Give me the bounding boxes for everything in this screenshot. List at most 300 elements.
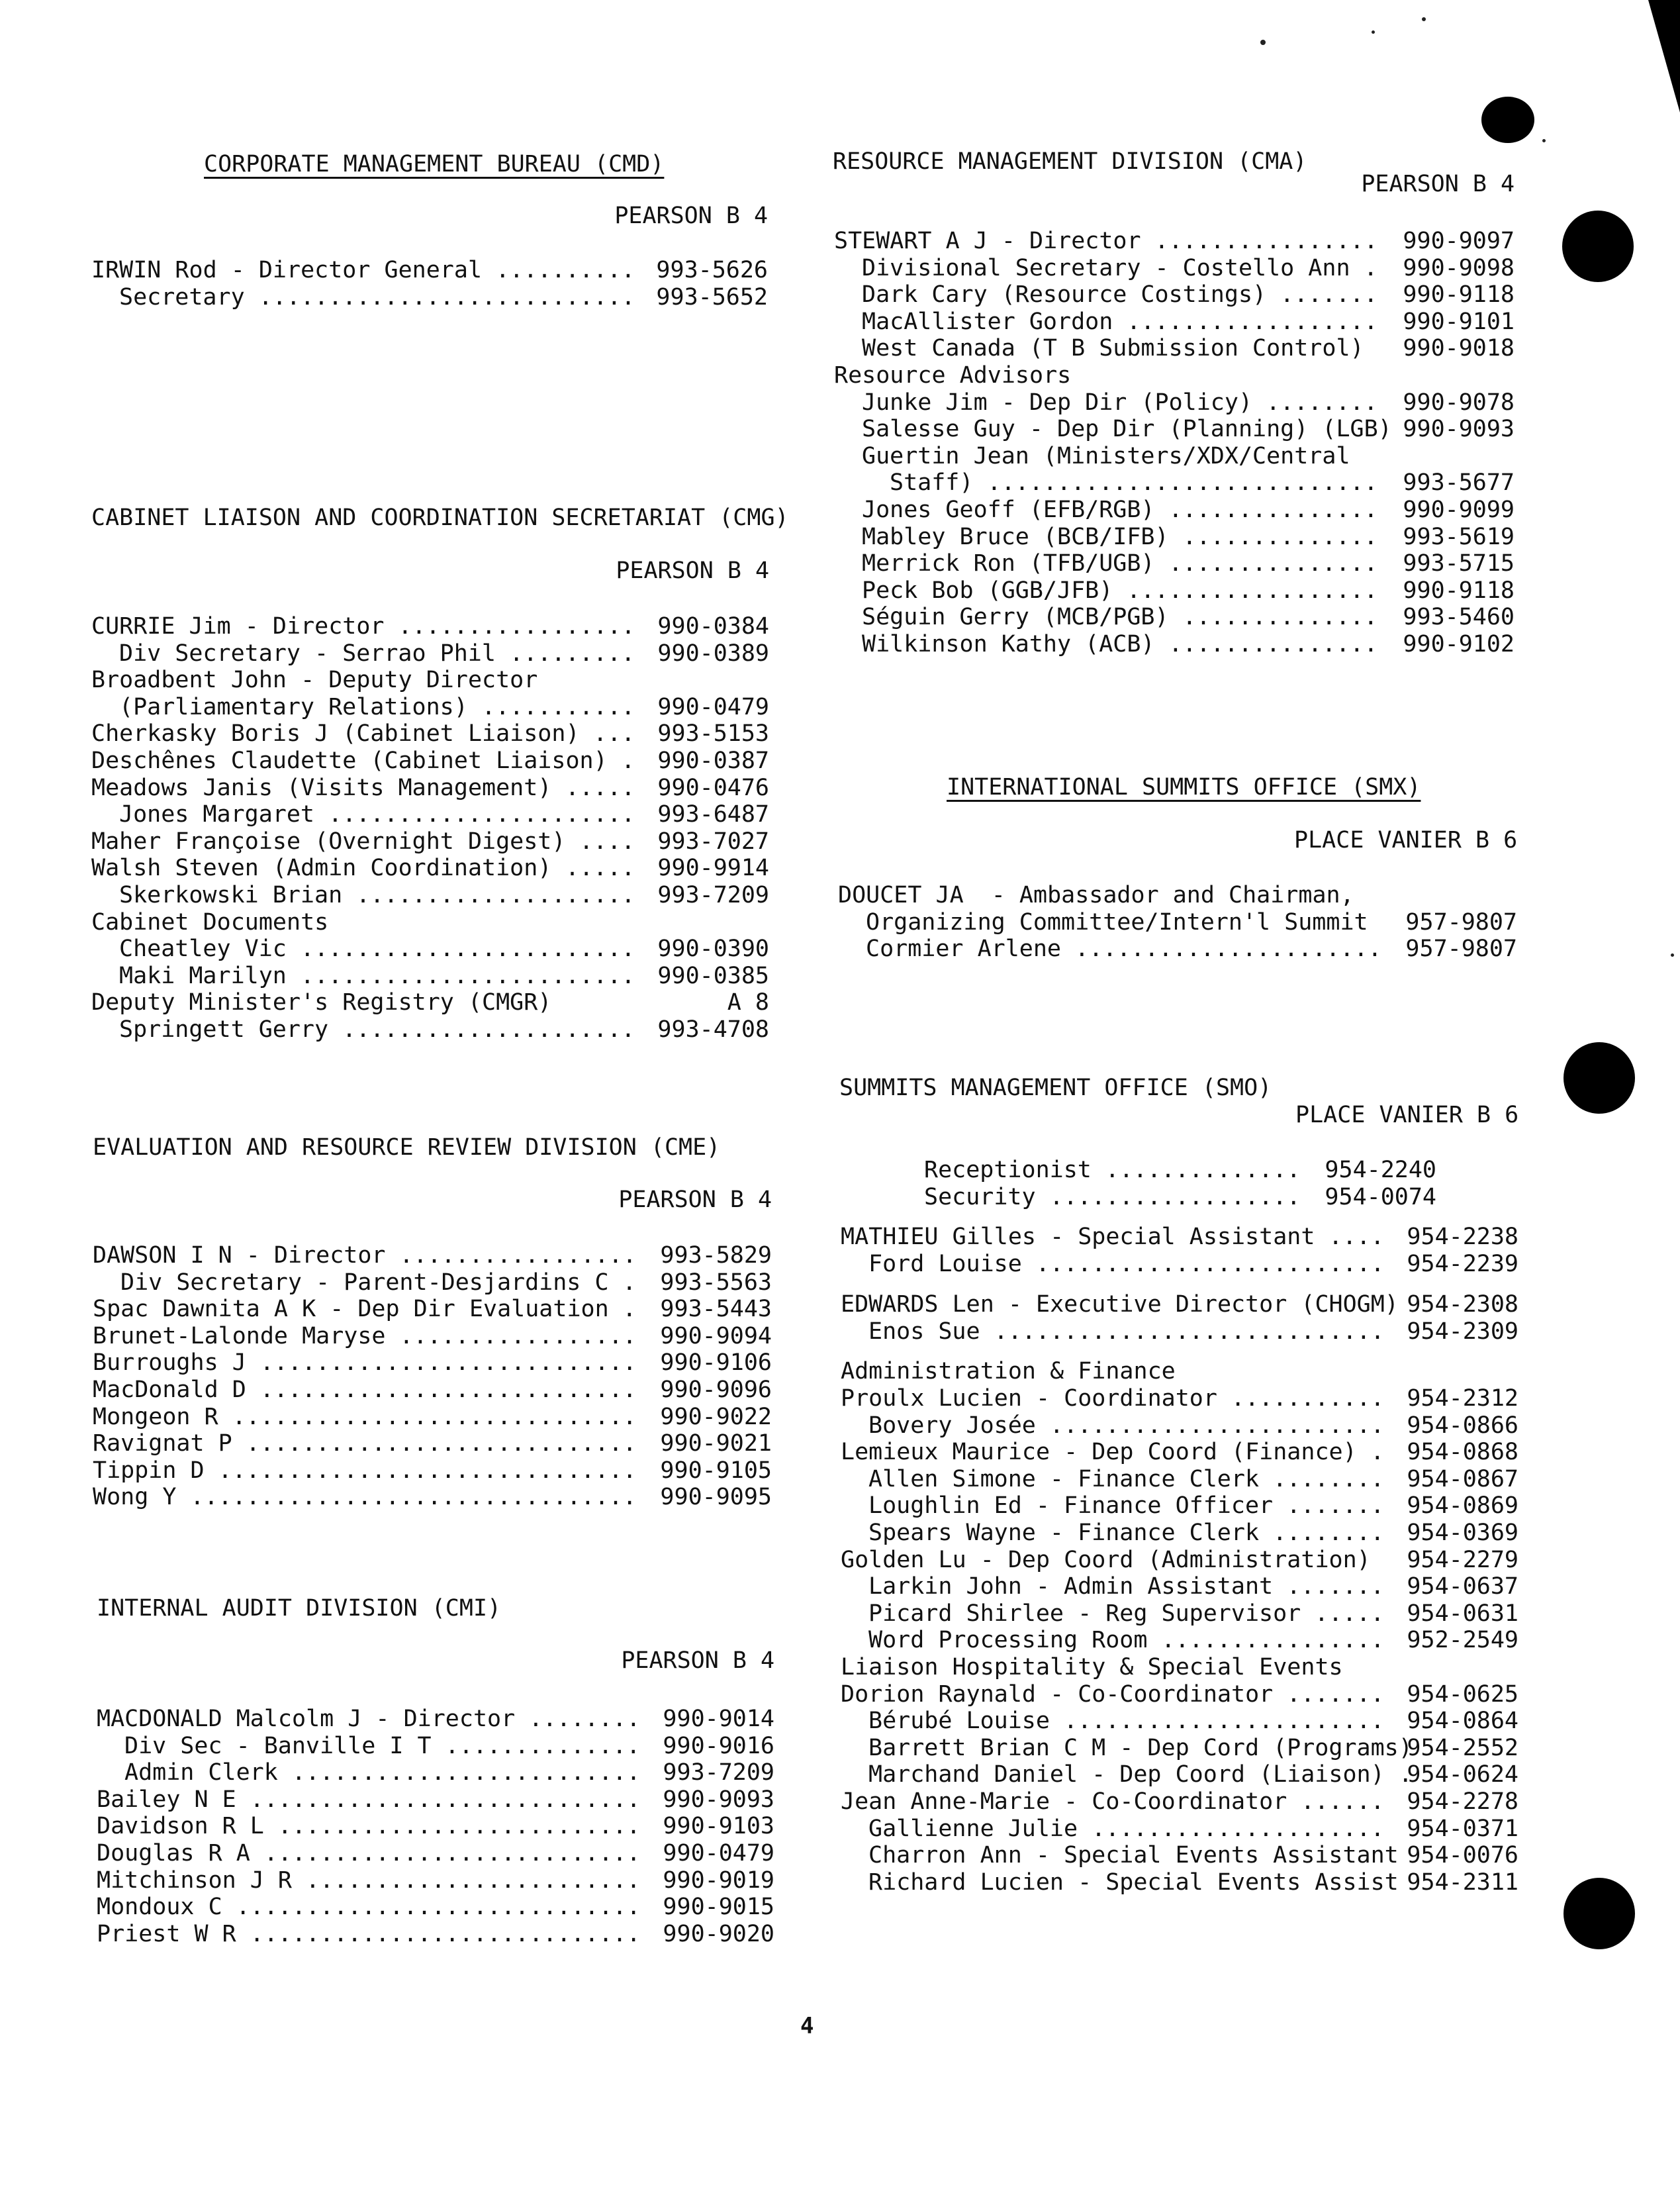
entry-name: Jones Geoff (EFB/RGB) xyxy=(862,497,1155,523)
directory-entry xyxy=(834,362,1515,389)
entry-phone: 954-0631 xyxy=(1407,1600,1518,1627)
entry-phone: 990-9098 xyxy=(1403,255,1515,281)
directory-entry xyxy=(862,335,1515,362)
dot-leader: . xyxy=(1364,255,1378,281)
entry-phone: 990-9078 xyxy=(1403,389,1515,416)
directory-entry xyxy=(119,963,769,989)
entry-name: West Canada (T B Submission Control) xyxy=(862,335,1364,362)
entry-name: Secretary xyxy=(119,284,245,311)
entry-name: Barrett Brian C M - Dep Cord (Programs) xyxy=(868,1735,1413,1761)
dot-leader: ...................... xyxy=(328,801,635,828)
directory-entry xyxy=(862,255,1515,281)
entry-phone: 990-9096 xyxy=(660,1377,772,1403)
dot-leader: ........................ xyxy=(300,936,635,962)
directory-entry xyxy=(862,416,1515,442)
section-location: PEARSON B 4 xyxy=(1361,171,1515,197)
entry-name: Picard Shirlee - Reg Supervisor xyxy=(868,1600,1301,1627)
entry-name: Enos Sue xyxy=(868,1318,980,1345)
entry-name: Walsh Steven (Admin Coordination) xyxy=(91,855,552,881)
scan-speck-icon xyxy=(1422,17,1426,21)
directory-entry xyxy=(862,309,1515,335)
entry-phone: 990-9016 xyxy=(663,1733,774,1759)
entry-phone: 954-0624 xyxy=(1407,1761,1518,1788)
dot-leader: ................. xyxy=(399,1323,637,1349)
entry-phone: 954-0637 xyxy=(1407,1573,1518,1600)
dot-leader: ... xyxy=(593,720,635,747)
directory-entry xyxy=(924,1157,1436,1183)
entry-name: Priest W R xyxy=(97,1921,236,1947)
entry-name: Receptionist xyxy=(924,1157,1092,1183)
entry-phone: 990-0384 xyxy=(657,613,769,640)
directory-entry xyxy=(841,1788,1518,1815)
entry-name: Spears Wayne - Finance Clerk xyxy=(868,1520,1260,1546)
entry-phone: 990-9106 xyxy=(660,1349,772,1376)
entry-name: Meadows Janis (Visits Management) xyxy=(91,775,552,801)
dot-leader: . xyxy=(622,1296,637,1322)
entry-name: Resource Advisors xyxy=(834,362,1072,389)
entry-name: MacAllister Gordon xyxy=(862,309,1113,335)
dot-leader: .............. xyxy=(1182,524,1378,550)
entry-phone: 990-9101 xyxy=(1403,309,1515,335)
directory-entry xyxy=(91,667,769,693)
directory-entry xyxy=(862,577,1515,604)
entry-phone: 990-9015 xyxy=(663,1894,774,1920)
entry-phone: 954-2240 xyxy=(1325,1157,1436,1183)
entry-phone: 993-7209 xyxy=(657,882,769,908)
entry-phone: 993-5443 xyxy=(660,1296,772,1322)
directory-entry xyxy=(91,909,769,936)
directory-entry xyxy=(119,694,769,720)
dot-leader: .............. xyxy=(1182,604,1378,630)
entry-name: Ford Louise xyxy=(868,1251,1022,1277)
entry-phone: 990-9094 xyxy=(660,1323,772,1349)
dot-leader: .............. xyxy=(445,1733,641,1759)
dot-leader: ................ xyxy=(1154,228,1378,254)
directory-entry xyxy=(841,1439,1518,1465)
directory-entry xyxy=(91,613,769,640)
entry-phone: 990-0389 xyxy=(657,640,769,667)
entry-phone: 993-5153 xyxy=(657,720,769,747)
section-location: PLACE VANIER B 6 xyxy=(1295,1102,1519,1128)
entry-phone: 990-9018 xyxy=(1403,335,1515,362)
dot-leader: .... xyxy=(1329,1224,1385,1250)
entry-phone: 954-2311 xyxy=(1407,1869,1518,1896)
directory-entry xyxy=(124,1759,774,1786)
scan-speck-icon xyxy=(1260,40,1266,45)
dot-leader: ........ xyxy=(528,1706,641,1732)
dot-leader: .......................... xyxy=(277,1813,641,1839)
directory-entry xyxy=(862,550,1515,577)
entry-phone: 954-2312 xyxy=(1407,1385,1518,1412)
dot-leader: ............................ xyxy=(250,1921,641,1947)
entry-phone: 954-0864 xyxy=(1407,1708,1518,1734)
dot-leader: ........... xyxy=(481,694,635,720)
directory-entry xyxy=(119,640,769,667)
section-title: RESOURCE MANAGEMENT DIVISION (CMA) xyxy=(833,148,1307,175)
entry-name: Bovery Josée xyxy=(868,1412,1036,1439)
entry-name: Mongeon R xyxy=(93,1404,218,1430)
entry-name: Dark Cary (Resource Costings) xyxy=(862,281,1267,308)
entry-phone: 993-5677 xyxy=(1403,469,1515,496)
entry-name: EDWARDS Len - Executive Director (CHOGM) xyxy=(841,1291,1399,1318)
directory-entry xyxy=(868,1492,1518,1519)
entry-name: Mabley Bruce (BCB/IFB) xyxy=(862,524,1169,550)
entry-name: Larkin John - Admin Assistant xyxy=(868,1573,1274,1600)
section-location: PEARSON B 4 xyxy=(616,558,770,584)
binder-hole-icon xyxy=(1481,97,1534,143)
entry-phone: 990-9093 xyxy=(1403,416,1515,442)
entry-name: Admin Clerk xyxy=(124,1759,278,1786)
dot-leader: ........................ xyxy=(305,1867,641,1894)
dot-leader: ............................ xyxy=(246,1430,637,1457)
directory-entry xyxy=(841,1385,1518,1412)
entry-phone: A 8 xyxy=(727,989,769,1016)
entry-phone: 990-9103 xyxy=(663,1813,774,1839)
directory-entry xyxy=(93,1404,772,1430)
dot-leader: ..................... xyxy=(1091,1816,1385,1842)
entry-phone: 954-0867 xyxy=(1407,1466,1518,1492)
entry-phone: 952-2549 xyxy=(1407,1627,1518,1653)
section-title: CABINET LIAISON AND COORDINATION SECRETARIAT (CMG) xyxy=(91,505,789,531)
entry-name: Guertin Jean (Ministers/XDX/Central xyxy=(862,443,1350,469)
entry-phone: 990-0476 xyxy=(657,775,769,801)
dot-leader: ....... xyxy=(1280,281,1378,308)
directory-entry xyxy=(841,1681,1518,1708)
dot-leader: ............................ xyxy=(987,469,1378,496)
directory-entry xyxy=(119,882,769,908)
directory-entry xyxy=(97,1813,774,1839)
entry-name: Junke Jim - Dep Dir (Policy) xyxy=(862,389,1253,416)
entry-name: Maher Françoise (Overnight Digest) xyxy=(91,828,566,855)
entry-phone: 957-9807 xyxy=(1405,909,1517,936)
dot-leader: ........................ xyxy=(1049,1412,1385,1439)
entry-phone: 993-7027 xyxy=(657,828,769,855)
entry-name: Bérubé Louise xyxy=(868,1708,1050,1734)
dot-leader: ............... xyxy=(1168,497,1378,523)
entry-name: Marchand Daniel - Dep Coord (Liaison) . xyxy=(868,1761,1413,1788)
entry-name: Richard Lucien - Special Events Assist xyxy=(868,1869,1399,1896)
dot-leader: ........................... xyxy=(258,284,635,311)
entry-phone: 954-2278 xyxy=(1407,1788,1518,1815)
entry-name: Salesse Guy - Dep Dir (Planning) (LGB) xyxy=(862,416,1392,442)
entry-phone: 954-2238 xyxy=(1407,1224,1518,1250)
entry-phone: 990-0390 xyxy=(657,936,769,962)
dot-leader: ............................. xyxy=(236,1894,641,1920)
entry-phone: 954-0866 xyxy=(1407,1412,1518,1439)
dot-leader: . xyxy=(1370,1439,1385,1465)
dot-leader: ...... xyxy=(1300,1788,1385,1815)
directory-entry xyxy=(924,1184,1436,1210)
entry-name: MacDonald D xyxy=(93,1377,246,1403)
entry-phone: 990-9099 xyxy=(1403,497,1515,523)
entry-name: IRWIN Rod - Director General xyxy=(91,257,483,283)
entry-phone: 990-9097 xyxy=(1403,228,1515,254)
dot-leader: ....... xyxy=(1286,1573,1385,1600)
dot-leader: .............. xyxy=(1105,1157,1301,1183)
entry-phone: 990-9014 xyxy=(663,1706,774,1732)
directory-entry xyxy=(862,524,1515,550)
entry-phone: 990-0387 xyxy=(657,748,769,774)
dot-leader: .... xyxy=(579,828,635,855)
entry-phone: 957-9807 xyxy=(1405,936,1517,962)
dot-leader: ..... xyxy=(565,855,635,881)
directory-entry xyxy=(868,1816,1518,1842)
entry-name: Skerkowski Brian xyxy=(119,882,343,908)
dot-leader: .................. xyxy=(1127,577,1378,604)
entry-phone: 993-6487 xyxy=(657,801,769,828)
entry-phone: 990-9093 xyxy=(663,1786,774,1813)
entry-name: Peck Bob (GGB/JFB) xyxy=(862,577,1113,604)
directory-entry xyxy=(862,443,1515,469)
dot-leader: ........... xyxy=(1231,1385,1385,1412)
directory-entry xyxy=(91,989,769,1016)
dot-leader: ............... xyxy=(1168,631,1378,657)
entry-name: MATHIEU Gilles - Special Assistant xyxy=(841,1224,1315,1250)
entry-phone: 990-9914 xyxy=(657,855,769,881)
entry-name: Springett Gerry xyxy=(119,1016,329,1043)
entry-name: Séguin Gerry (MCB/PGB) xyxy=(862,604,1169,630)
entry-name: Mondoux C xyxy=(97,1894,222,1920)
dot-leader: ....... xyxy=(1286,1681,1385,1708)
dot-leader: ..................... xyxy=(342,1016,635,1043)
section-title: INTERNAL AUDIT DIVISION (CMI) xyxy=(97,1595,502,1622)
directory-entry xyxy=(93,1377,772,1403)
entry-name: Cormier Arlene xyxy=(866,936,1062,962)
directory-entry xyxy=(868,1627,1518,1653)
dot-leader: ......................... xyxy=(1035,1251,1385,1277)
directory-entry xyxy=(91,855,769,881)
dot-leader: .................. xyxy=(1127,309,1378,335)
directory-entry xyxy=(124,1733,774,1759)
entry-phone: 954-2308 xyxy=(1407,1291,1518,1318)
entry-phone: 954-2309 xyxy=(1407,1318,1518,1345)
dot-leader: ........ xyxy=(1272,1466,1385,1492)
directory-entry xyxy=(838,882,1517,908)
scan-speck-icon xyxy=(1671,953,1674,957)
directory-entry xyxy=(841,1547,1518,1573)
directory-entry xyxy=(868,1761,1518,1788)
directory-entry xyxy=(862,497,1515,523)
dot-leader: ................................ xyxy=(190,1484,637,1510)
entry-name: Brunet-Lalonde Maryse xyxy=(93,1323,386,1349)
directory-entry xyxy=(97,1867,774,1894)
entry-name: CURRIE Jim - Director xyxy=(91,613,385,640)
entry-name: Allen Simone - Finance Clerk xyxy=(868,1466,1260,1492)
dot-leader: ......................... xyxy=(291,1759,641,1786)
entry-name: Cheatley Vic xyxy=(119,936,287,962)
directory-entry xyxy=(868,1573,1518,1600)
directory-entry xyxy=(868,1251,1518,1277)
dot-leader: ..... xyxy=(1314,1600,1385,1627)
entry-name: Proulx Lucien - Coordinator xyxy=(841,1385,1217,1412)
directory-entry xyxy=(868,1600,1518,1627)
entry-name: Jones Margaret xyxy=(119,801,315,828)
entry-name: Staff) xyxy=(890,469,974,496)
entry-phone: 954-2279 xyxy=(1407,1547,1518,1573)
entry-name: Div Secretary - Parent-Desjardins C xyxy=(120,1269,609,1296)
entry-phone: 954-0369 xyxy=(1407,1520,1518,1546)
directory-entry xyxy=(868,1318,1518,1345)
dot-leader: ............... xyxy=(1168,550,1378,577)
directory-entry xyxy=(91,828,769,855)
dot-leader: ................. xyxy=(399,1242,637,1269)
entry-name: Douglas R A xyxy=(97,1840,250,1867)
entry-phone: 990-9118 xyxy=(1403,577,1515,604)
dot-leader: ................ xyxy=(1161,1627,1385,1653)
section-location: PEARSON B 4 xyxy=(614,203,769,229)
entry-phone: 993-5626 xyxy=(656,257,768,283)
entry-name: Dorion Raynald - Co-Coordinator xyxy=(841,1681,1274,1708)
directory-entry xyxy=(119,801,769,828)
entry-name: Deputy Minister's Registry (CMGR) xyxy=(91,989,552,1016)
directory-entry xyxy=(91,257,768,283)
directory-entry xyxy=(93,1242,772,1269)
dot-leader: ......... xyxy=(509,640,635,667)
entry-name: Word Processing Room xyxy=(868,1627,1148,1653)
directory-entry xyxy=(97,1894,774,1920)
entry-name: Cherkasky Boris J (Cabinet Liaison) xyxy=(91,720,580,747)
entry-name: Maki Marilyn xyxy=(119,963,287,989)
entry-phone: 990-9118 xyxy=(1403,281,1515,308)
section-title: EVALUATION AND RESOURCE REVIEW DIVISION (CME) xyxy=(93,1134,721,1161)
entry-phone: 990-0479 xyxy=(663,1840,774,1867)
entry-name: Security xyxy=(924,1184,1036,1210)
entry-phone: 993-5619 xyxy=(1403,524,1515,550)
entry-name: Tippin D xyxy=(93,1457,205,1484)
entry-phone: 954-0371 xyxy=(1407,1816,1518,1842)
directory-entry xyxy=(868,1412,1518,1439)
directory-entry xyxy=(97,1706,774,1732)
directory-entry xyxy=(868,1842,1518,1869)
entry-phone: 993-5460 xyxy=(1403,604,1515,630)
entry-name: MACDONALD Malcolm J - Director xyxy=(97,1706,516,1732)
directory-entry xyxy=(91,748,769,774)
directory-entry xyxy=(93,1457,772,1484)
directory-entry xyxy=(862,389,1515,416)
entry-name: Lemieux Maurice - Dep Coord (Finance) xyxy=(841,1439,1357,1465)
entry-name: Organizing Committee/Intern'l Summit xyxy=(866,909,1368,936)
page-number: 4 xyxy=(800,2013,814,2039)
entry-phone: 993-5829 xyxy=(660,1242,772,1269)
directory-entry xyxy=(862,631,1515,657)
directory-entry xyxy=(834,228,1515,254)
directory-entry xyxy=(119,1016,769,1043)
binder-hole-icon xyxy=(1563,1042,1635,1114)
entry-phone: 993-7209 xyxy=(663,1759,774,1786)
directory-entry xyxy=(119,936,769,962)
dot-leader: ........................... xyxy=(259,1377,637,1403)
entry-phone: 990-9095 xyxy=(660,1484,772,1510)
entry-name: Davidson R L xyxy=(97,1813,264,1839)
dot-leader: ................. xyxy=(398,613,635,640)
directory-entry xyxy=(97,1921,774,1947)
entry-name: Loughlin Ed - Finance Officer xyxy=(868,1492,1274,1519)
directory-entry xyxy=(841,1224,1518,1250)
dot-leader: ..... xyxy=(565,775,635,801)
entry-name: (Parliamentary Relations) xyxy=(119,694,468,720)
directory-entry xyxy=(91,720,769,747)
entry-phone: 954-0076 xyxy=(1407,1842,1518,1869)
directory-entry xyxy=(868,1869,1518,1896)
scan-speck-icon xyxy=(1372,30,1375,34)
directory-entry xyxy=(93,1484,772,1510)
dot-leader: ....................... xyxy=(1063,1708,1385,1734)
section-title: CORPORATE MANAGEMENT BUREAU (CMD) xyxy=(204,151,665,177)
entry-name: Bailey N E xyxy=(97,1786,236,1813)
entry-phone: 954-0625 xyxy=(1407,1681,1518,1708)
entry-phone: 954-0869 xyxy=(1407,1492,1518,1519)
entry-name: Golden Lu - Dep Coord (Administration) xyxy=(841,1547,1371,1573)
directory-entry xyxy=(93,1349,772,1376)
directory-entry xyxy=(97,1840,774,1867)
dot-leader: ........................ xyxy=(300,963,635,989)
dot-leader: ....... xyxy=(1286,1492,1385,1519)
dot-leader: ...................... xyxy=(1074,936,1382,962)
entry-name: STEWART A J - Director xyxy=(834,228,1141,254)
directory-entry xyxy=(868,1735,1518,1761)
entry-name: Div Secretary - Serrao Phil xyxy=(119,640,496,667)
entry-phone: 993-4708 xyxy=(657,1016,769,1043)
entry-name: Gallienne Julie xyxy=(868,1816,1078,1842)
entry-phone: 990-9020 xyxy=(663,1921,774,1947)
section-title: SUMMITS MANAGEMENT OFFICE (SMO) xyxy=(839,1075,1272,1101)
entry-name: Div Sec - Banville I T xyxy=(124,1733,432,1759)
entry-phone: 990-9019 xyxy=(663,1867,774,1894)
entry-name: Burroughs J xyxy=(93,1349,246,1376)
dot-leader: ........ xyxy=(1272,1520,1385,1546)
dot-leader: .......... xyxy=(495,257,635,283)
directory-entry xyxy=(120,1269,772,1296)
dot-leader: .................. xyxy=(1049,1184,1301,1210)
dot-leader: ............................. xyxy=(232,1404,637,1430)
section-location: PEARSON B 4 xyxy=(621,1647,775,1674)
directory-entry xyxy=(841,1654,1518,1680)
directory-entry xyxy=(93,1323,772,1349)
entry-phone: 954-0868 xyxy=(1407,1439,1518,1465)
entry-phone: 954-2239 xyxy=(1407,1251,1518,1277)
directory-entry xyxy=(866,909,1517,936)
directory-entry xyxy=(93,1430,772,1457)
entry-name: Liaison Hospitality & Special Events xyxy=(841,1654,1343,1680)
directory-entry xyxy=(868,1708,1518,1734)
directory-entry xyxy=(119,284,768,311)
entry-name: DAWSON I N - Director xyxy=(93,1242,386,1269)
entry-phone: 990-9105 xyxy=(660,1457,772,1484)
entry-phone: 993-5563 xyxy=(660,1269,772,1296)
entry-phone: 990-0385 xyxy=(657,963,769,989)
dot-leader: ............................ xyxy=(250,1786,641,1813)
directory-entry xyxy=(866,936,1517,962)
entry-phone: 993-5652 xyxy=(656,284,768,311)
section-location: PEARSON B 4 xyxy=(618,1187,772,1213)
directory-entry xyxy=(868,1520,1518,1546)
entry-name: Wilkinson Kathy (ACB) xyxy=(862,631,1155,657)
directory-entry xyxy=(868,1466,1518,1492)
entry-phone: 954-2552 xyxy=(1407,1735,1518,1761)
section-location: PLACE VANIER B 6 xyxy=(1294,827,1518,853)
entry-name: Wong Y xyxy=(93,1484,177,1510)
entry-name: DOUCET JA - Ambassador and Chairman, xyxy=(838,882,1354,908)
entry-name: Merrick Ron (TFB/UGB) xyxy=(862,550,1155,577)
scan-speck-icon xyxy=(1542,139,1546,142)
scan-corner-mark-icon xyxy=(1642,0,1680,113)
entry-phone: 954-0074 xyxy=(1325,1184,1436,1210)
dot-leader: .................... xyxy=(356,882,635,908)
directory-entry xyxy=(890,469,1515,496)
directory-entry xyxy=(841,1358,1518,1385)
dot-leader: ........ xyxy=(1266,389,1378,416)
dot-leader: . xyxy=(621,748,635,774)
